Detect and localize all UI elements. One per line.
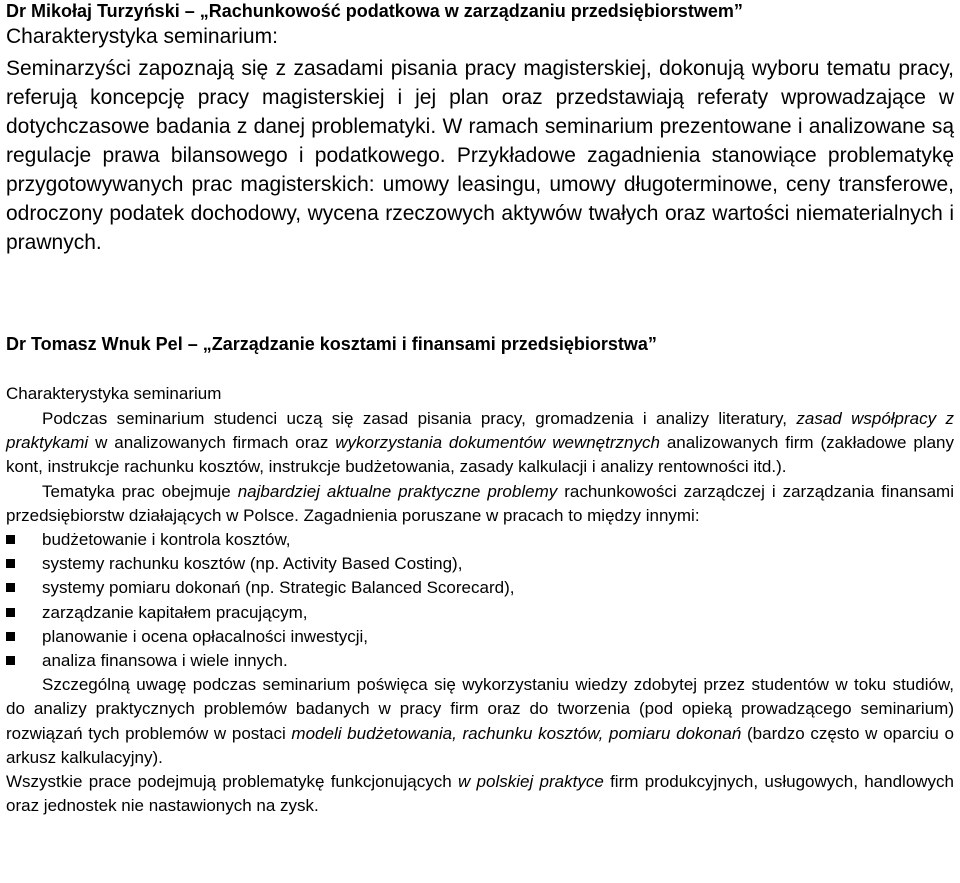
text-run: Wszystkie prace podejmują problematykę funkcjonujących [6,772,458,792]
seminar-1-description: Seminarzyści zapoznają się z zasadami pisania pracy magisterskiej, dokonują wyboru tematu pracy, referują koncepcję pracy magisterskiej i jej plan oraz przedstawiają referaty wprowadzające w dotychczasowe badania z danej problematyki. W ramach seminarium prezentowane i analizowane są regulacje prawa bilansowego i podatkowego. Przykładowe zagadnienia stanowiące problematykę przygotowywanych prac magisterskich: umowy leasingu, umowy długoterminowe, ceny transferowe, odroczony podatek dochodowy, wycena rzeczowych aktywów twałych oraz wartości niematerialnych i prawnych. [6,57,954,254]
seminar-2-paragraph-3 [6,673,954,770]
square-bullet-icon [6,608,15,617]
text-run: Tematyka prac obejmuje [42,481,238,501]
topics-list [6,528,954,673]
text-run: analizowanych firm (zakładowe plany kont, instrukcje rachunku kosztów, instrukcje budżetowania, zasady kalkulacji i analizy rentowności itd.). [6,433,954,477]
list-item [6,528,954,552]
list-item-label: budżetowanie i kontrola kosztów, [42,530,291,550]
list-item-label: analiza finansowa i wiele innych. [42,651,288,671]
text-run: Podczas seminarium studenci uczą się zasad pisania pracy, gromadzenia i analizy literatury, [42,409,797,428]
seminar-1-subtitle: Charakterystyka seminarium: [6,25,278,48]
list-item [6,601,954,625]
text-run: rachunkowości zarządczej i zarządzania finansami przedsiębiorstw działających w Polsce. Zagadnienia poruszane w pracach to między innymi: [6,481,954,525]
list-item [6,649,954,673]
italic-text-run: w polskiej praktyce [457,772,604,792]
seminar-2-paragraph-4 [6,770,954,818]
seminar-2-subtitle: Charakterystyka seminarium [6,384,222,403]
seminar-2-paragraph-1 [6,407,954,480]
italic-text-run: zasad współpracy z praktykami [6,409,954,453]
square-bullet-icon [6,656,15,665]
list-item [6,576,954,600]
italic-text-run: modeli budżetowania, rachunku kosztów, pomiaru dokonań [291,723,742,743]
square-bullet-icon [6,559,15,568]
seminar-1-title: Dr Mikołaj Turzyński – „Rachunkowość podatkowa w zarządzaniu przedsiębiorstwem” [6,1,743,21]
square-bullet-icon [6,583,15,592]
seminar-2-body [6,407,954,818]
list-item-label: systemy pomiaru dokonań (np. Strategic Balanced Scorecard), [42,578,515,598]
list-item-label: zarządzanie kapitałem pracującym, [42,602,308,622]
italic-text-run: wykorzystania dokumentów wewnętrznych [335,433,660,453]
italic-text-run: najbardziej aktualne praktyczne problemy [237,481,558,501]
text-run: Szczególną uwagę podczas seminarium poświęca się wykorzystaniu wiedzy zdobytej przez studentów w toku studiów, do analizy praktycznych problemów badanych w pracy firm oraz do tworzenia (pod opieką prowadzącego seminarium) rozwiązań tych problemów w postaci [6,675,954,743]
list-item [6,625,954,649]
square-bullet-icon [6,535,15,544]
square-bullet-icon [6,632,15,641]
seminar-2-paragraph-2 [6,480,954,528]
list-item-label: planowanie i ocena opłacalności inwestycji, [42,626,369,646]
text-run: w analizowanych firmach oraz [88,433,336,453]
list-item [6,552,954,576]
text-run: firm produkcyjnych, usługowych, handlowych oraz jednostek nie nastawionych na zysk. [6,772,955,816]
seminar-2-title: Dr Tomasz Wnuk Pel – „Zarządzanie kosztami i finansami przedsiębiorstwa” [6,334,657,354]
list-item-label: systemy rachunku kosztów (np. Activity Based Costing), [42,554,463,574]
text-run: (bardzo często w oparciu o arkusz kalkulacyjny). [6,723,954,767]
